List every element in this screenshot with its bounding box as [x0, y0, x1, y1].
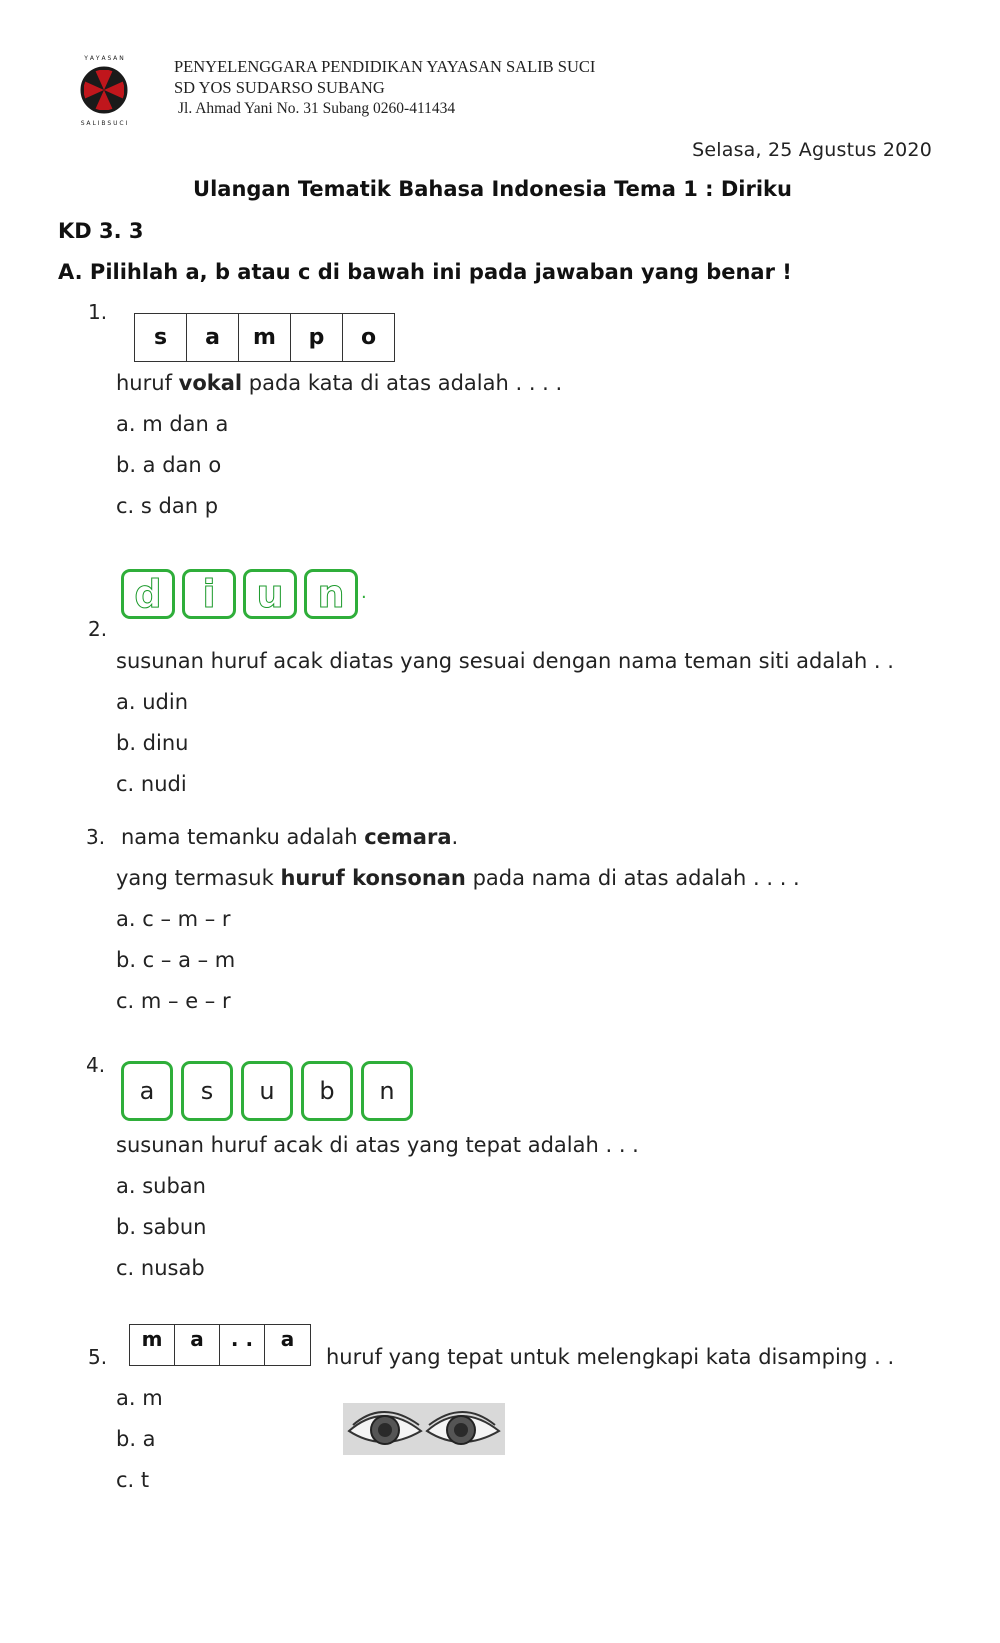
kd-label: KD 3. 3 [58, 219, 144, 243]
exam-date: Selasa, 25 Agustus 2020 [692, 139, 932, 161]
q2-number: 2. [88, 617, 108, 641]
school-header [174, 56, 595, 119]
q3-line2-pre: yang termasuk [116, 866, 281, 890]
header-school-name: SD YOS SUDARSO SUBANG [174, 78, 385, 97]
q4-letter-tiles [121, 1061, 421, 1121]
q3-line1-pre: nama temanku adalah [121, 825, 365, 849]
q5-question: huruf yang tepat untuk melengkapi kata disamping . . [326, 1345, 895, 1369]
q3-option-a[interactable]: a. c – m – r [116, 907, 231, 931]
q5-word-table [129, 1324, 311, 1366]
q1-letter: s [135, 314, 187, 361]
q2-dot: . [361, 582, 367, 603]
q2-letter: d [134, 572, 162, 616]
eye-icon [349, 1412, 421, 1444]
q2-letter: u [256, 572, 284, 616]
q1-option-c[interactable]: c. s dan p [116, 494, 219, 518]
q3-line2-bold: huruf konsonan [280, 866, 466, 890]
q5-option-c[interactable]: c. t [116, 1468, 150, 1492]
q4-number: 4. [86, 1053, 106, 1077]
q3-line1-bold: cemara [364, 825, 452, 849]
q5-letter: . . [220, 1325, 265, 1365]
q2-letter-tiles [121, 569, 365, 619]
eyes-illustration [343, 1403, 505, 1455]
q1-option-b[interactable]: b. a dan o [116, 453, 222, 477]
q4-tile: b [301, 1061, 353, 1121]
q2-tile [243, 569, 297, 619]
q1-question [116, 371, 562, 395]
q1-letter: a [187, 314, 239, 361]
q2-letter: i [202, 572, 216, 616]
q5-option-a[interactable]: a. m [116, 1386, 163, 1410]
q1-text-pre: huruf [116, 371, 179, 395]
q4-tile: a [121, 1061, 173, 1121]
exam-title: Ulangan Tematik Bahasa Indonesia Tema 1 : Diriku [193, 177, 792, 201]
q2-letter: n [317, 572, 345, 616]
q1-word-table [134, 313, 395, 362]
q1-number: 1. [88, 300, 108, 324]
q2-question: susunan huruf acak diatas yang sesuai dengan nama teman siti adalah . . [116, 649, 894, 673]
school-logo [68, 54, 140, 126]
section-instruction: A. Pilihlah a, b atau c di bawah ini pada jawaban yang benar ! [58, 260, 792, 284]
q3-option-b[interactable]: b. c – a – m [116, 948, 236, 972]
header-address: Jl. Ahmad Yani No. 31 Subang 0260-411434 [178, 100, 456, 117]
q5-letter: a [175, 1325, 220, 1365]
q2-option-a[interactable]: a. udin [116, 690, 189, 714]
header-foundation: PENYELENGGARA PENDIDIKAN YAYASAN SALIB SUCI [174, 57, 596, 76]
eye-icon [427, 1412, 499, 1444]
q1-text-bold: vokal [178, 371, 243, 395]
q3-line2-post: pada nama di atas adalah . . . . [465, 866, 800, 890]
q1-option-a[interactable]: a. m dan a [116, 412, 229, 436]
q2-tile [121, 569, 175, 619]
q4-tile: s [181, 1061, 233, 1121]
q3-line1-post: . [451, 825, 459, 849]
q1-letter: o [360, 325, 377, 350]
svg-text:S A L I B S U C I: S A L I B S U C I [80, 120, 128, 126]
q1-letter: m [239, 314, 291, 361]
q1-text-post: pada kata di atas adalah . . . . [242, 371, 563, 395]
q3-option-c[interactable]: c. m – e – r [116, 989, 231, 1013]
q5-letter: m [130, 1325, 175, 1365]
svg-text:Y A Y A S A N: Y A Y A S A N [84, 55, 124, 62]
q4-question: susunan huruf acak di atas yang tepat adalah . . . [116, 1133, 639, 1157]
q4-tile: n [361, 1061, 413, 1121]
q4-option-a[interactable]: a. suban [116, 1174, 206, 1198]
q2-tile [182, 569, 236, 619]
q4-tile: u [241, 1061, 293, 1121]
q3-line1 [121, 825, 458, 849]
q3-number: 3. [86, 825, 106, 849]
q2-option-b[interactable]: b. dinu [116, 731, 189, 755]
q4-option-c[interactable]: c. nusab [116, 1256, 205, 1280]
q4-option-b[interactable]: b. sabun [116, 1215, 207, 1239]
q5-letter: a [280, 1327, 295, 1351]
q5-number: 5. [88, 1345, 108, 1369]
q2-option-c[interactable]: c. nudi [116, 772, 187, 796]
q3-line2 [116, 866, 800, 890]
q2-tile [304, 569, 358, 619]
q1-letter: p [291, 314, 343, 361]
q5-option-b[interactable]: b. a [116, 1427, 156, 1451]
